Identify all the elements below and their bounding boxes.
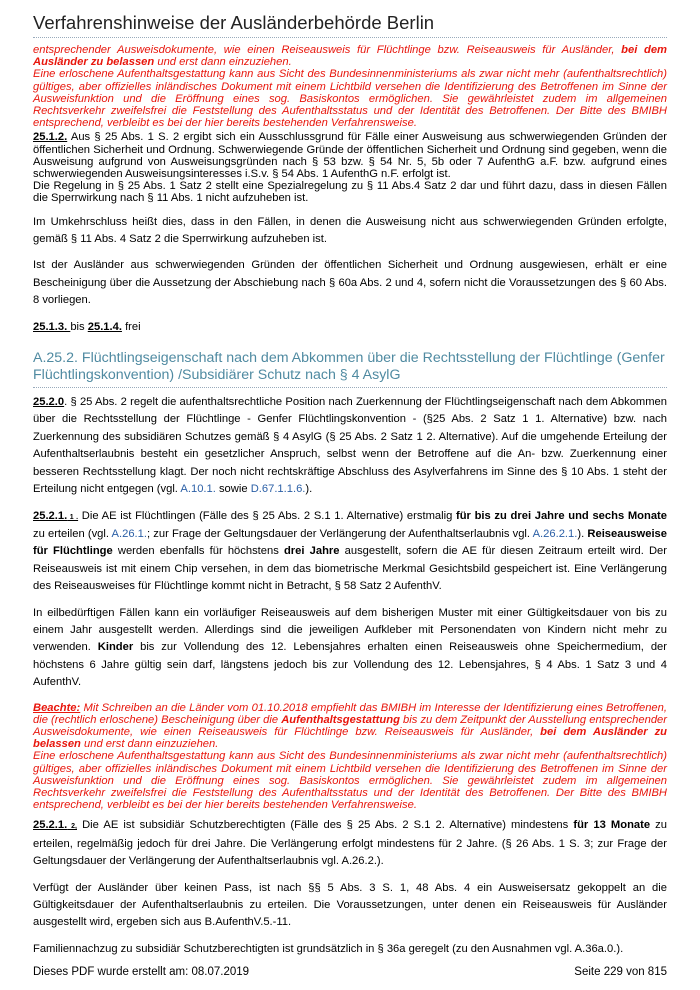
link-d-67-1-1-6[interactable]: D.67.1.1.6. [250, 483, 306, 496]
footer-created-date: Dieses PDF wurde erstellt am: 08.07.2019 [33, 966, 250, 978]
red-note-continuation: entsprechender Ausweisdokumente, wie einen Reiseausweis für Flüchtlinge bzw. Reiseausweis für Ausländer, bei dem Ausländer zu belassen und erst dann einzuziehen. [33, 44, 668, 69]
para-25-1-2-d: Ist der Ausländer aus schwerwiegenden Gründen der öffentlichen Sicherheit und Ordnung ausgewiesen, erhält er eine Bescheinigung über die Aussetzung der Abschiebung nach § 60a Abs. 2 und 4, sofern nicht die Voraussetzungen des § 60 Abs. 8 vorliegen. [33, 259, 667, 307]
link-a-10-1[interactable]: A.10.1. [180, 483, 216, 496]
link-a-26-1[interactable]: A.26.1. [111, 527, 147, 540]
para-25-1-2-b: Die Regelung in § 25 Abs. 1 Satz 2 stellt eine Spezialregelung zu § 11 Abs.4 Satz 2 dar und führt dazu, dass in diesen Fällen die Sperrwirkung nach § 11 Abs. 1 nicht aufzuheben ist. [33, 180, 667, 205]
beachte-note: Beachte: Mit Schreiben an die Länder vom 01.10.2018 empfiehlt das BMIBH im Interesse der Identifizierung eines Betroffenen, die (rechtlich erloschene) Bescheinigung über die Aufenthaltsgestattung bis zu dem Zeitpunkt der Ausstellung entsprechender Ausweisdokumente, wie einen Reiseausweis für Flüchtlinge bzw. Reiseausweis für Ausländer, bei dem Ausländer zu belassen und erst dann einzuziehen. [33, 701, 667, 751]
red-note-paragraph: Eine erloschene Aufenthaltsgestattung kann aus Sicht des Bundesinnenministeriums als zwar nicht mehr (aufenthaltsrechtlich) gültiges, aber offizielles inländisches Dokument mit einem Lichtbild versehen die Identifizierung des Betroffenen im Sinne der Ausweisfunktion und die Eröffnung eines sog. Basiskontos ermöglichen. Sie gewährleistet zudem im allgemeinen Rechtsverkehr zweifelsfrei die Feststellung des Aufenthaltsstatus und der Identität des Betroffenen. Der Bitte des BMIBH entsprechend, verbleibt es bei der hier bereits bestehenden Verfahrensweise. [33, 68, 667, 130]
para-25-2-1-2-b: Verfügt der Ausländer über keinen Pass, ist nach §§ 5 Abs. 3 S. 1, 48 Abs. 4 ein Ausweisersatz gekoppelt an die Gültigkeitsdauer der Aufenthaltserlaubnis zu erteilen. Die Voraussetzungen, unter denen ein Reiseausweis für Ausländer ausgestellt wird, ergeben sich aus B.AufenthV.5.-11. [33, 881, 667, 929]
para-25-2-0: 25.2.0. § 25 Abs. 2 regelt die aufenthaltsrechtliche Position nach Zuerkennung der Flüchtlingseigenschaft nach dem Abkommen über die Rechtsstellung der Flüchtlinge - Genfer Flüchtlingskonvention - (§25 Abs. 2 Satz 1 1. Alternative) bzw. nach Zuerkennung des subsidiären Schutzes gemäß § 4 AsylG (§ 25 Abs. 2 Satz 1 2. Alternative). Auf die umgehende Erteilung der Aufenthaltserlaubnis besteht ein gesetzlicher Anspruch, selbst wenn der Betroffene auf die An- bzw. Zuerkennung einer besseren Rechtsstellung klagt. Der noch nicht rechtskräftige Abschluss des Asylverfahrens im Sinne des § 10 Abs. 1 steht der Erteilung nicht entgegen (vgl. A.10.1. sowie D.67.1.1.6.). [33, 396, 667, 496]
para-25-2-1-2: 25.2.1. 2, Die AE ist subsidiär Schutzberechtigten (Fälle des § 25 Abs. 2 S.1 2. Alternative) mindestens für 13 Monate zu erteilen, regelmäßig jedoch für drei Jahre. Die Verlängerung erfolgt mindestens für 2 Jahre. (§ 26 Abs. 1 S. 3; zur Frage der Geltungsdauer der Verlängerung der Aufenthaltserlaubnis vgl. A.26.2.). [33, 819, 667, 868]
para-25-2-1-2-c: Familiennachzug zu subsidiär Schutzberechtigten ist grundsätzlich in § 36a geregelt (zu den Ausnahmen vgl. A.36a.0.). [33, 942, 624, 955]
footer-page-number: Seite 229 von 815 [574, 966, 667, 978]
para-25-2-1-1: 25.2.1. 1 . Die AE ist Flüchtlingen (Fälle des § 25 Abs. 2 S.1 1. Alternative) erstmalig für bis zu drei Jahre und sechs Monate zu erteilen (vgl. A.26.1.; zur Frage der Geltungsdauer der Verlängerung der Aufenthaltserlaubnis vgl. A.26.2.1.). Reiseausweise für Flüchtlinge werden ebenfalls für höchstens drei Jahre ausgestellt, sofern die AE für diesen Zeitraum erteilt wird. Der Reiseausweis ist mit einem Chip versehen, in dem das biometrische Merkmal Gesichtsbild gespeichert ist. Eine Verlängerung des Reiseausweises für Flüchtlinge kommt nicht in Betracht, § 58 Satz 2 AufenthV. [33, 509, 667, 593]
beachte-label: Beachte: [33, 701, 81, 714]
para-25-2-1-1-b: In eilbedürftigen Fällen kann ein vorläufiger Reiseausweis auf dem bisherigen Muster mit einer Gültigkeitsdauer von bis zu einem Jahr ausgestellt werden. Allerdings sind die jeweiligen Aufkleber mit Personendaten von Kindern nicht mehr zu verwenden. Kinder bis zur Vollendung des 12. Lebensjahres erhalten einen Reiseausweis ohne Speichermedium, der höchstens 6 Jahre gültig sein darf, längstens jedoch bis zur Vollendung des 12. Lebensjahres, § 4 Abs. 1 Satz 3 und 4 AufenthV. [33, 606, 667, 689]
para-25-1-3: 25.1.3. bis 25.1.4. frei [33, 320, 141, 333]
ref-25-1-2: 25.1.2. [33, 131, 68, 144]
link-a-26-2-1[interactable]: A.26.2.1. [532, 527, 578, 540]
para-25-1-2-c: Im Umkehrschluss heißt dies, dass in den Fällen, in denen die Ausweisung nicht aus schwerwiegenden Gründen erfolgte, gemäß § 11 Abs. 4 Satz 2 die Sperrwirkung aufzuheben ist. [33, 215, 667, 246]
page-header-title: Verfahrenshinweise der Ausländerbehörde Berlin [33, 12, 435, 33]
document-body [33, 44, 667, 958]
para-25-1-2: 25.1.2. Aus § 25 Abs. 1 S. 2 ergibt sich ein Ausschlussgrund für Fälle einer Ausweisung aus schwerwiegenden Gründen der öffentlichen Sicherheit und Ordnung. Schwerwiegende Gründe der öffentlichen Sicherheit und Ordnung sind gegeben, wenn die Ausweisung aufgrund von Ausweisungsgründen nach § 53 bzw. § 54 Nr. 5, 5b oder 7 AufenthG a.F. bzw. aufgrund eines schwerwiegenden Ausweisungsinteresses i.S.v. § 54 Abs. 1 AufenthG n.F. erfolgt ist. [33, 131, 667, 181]
section-heading-a-25-2: A.25.2. Flüchtlingseigenschaft nach dem Abkommen über die Rechtsstellung der Flüchtlinge (Genfer Flüchtlingskonvention) /Subsidiärer Schutz nach § 4 AsylG [33, 350, 667, 388]
beachte-note-paragraph: Eine erloschene Aufenthaltsgestattung kann aus Sicht des Bundesinnenministeriums als zwar nicht mehr (aufenthaltsrechtlich) gültiges, aber offizielles inländisches Dokument mit einem Lichtbild versehen die Identifizierung des Betroffenen im Sinne der Ausweisfunktion und die Eröffnung eines sog. Basiskontos ermöglichen. Sie gewährleistet zudem im allgemeinen Rechtsverkehr zweifelsfrei die Feststellung des Aufenthaltsstatus und der Identität des Betroffenen. Der Bitte des BMIBH entsprechend, verbleibt es bei der hier bereits bestehenden Verfahrensweise. [33, 750, 667, 812]
header-divider [33, 37, 667, 38]
